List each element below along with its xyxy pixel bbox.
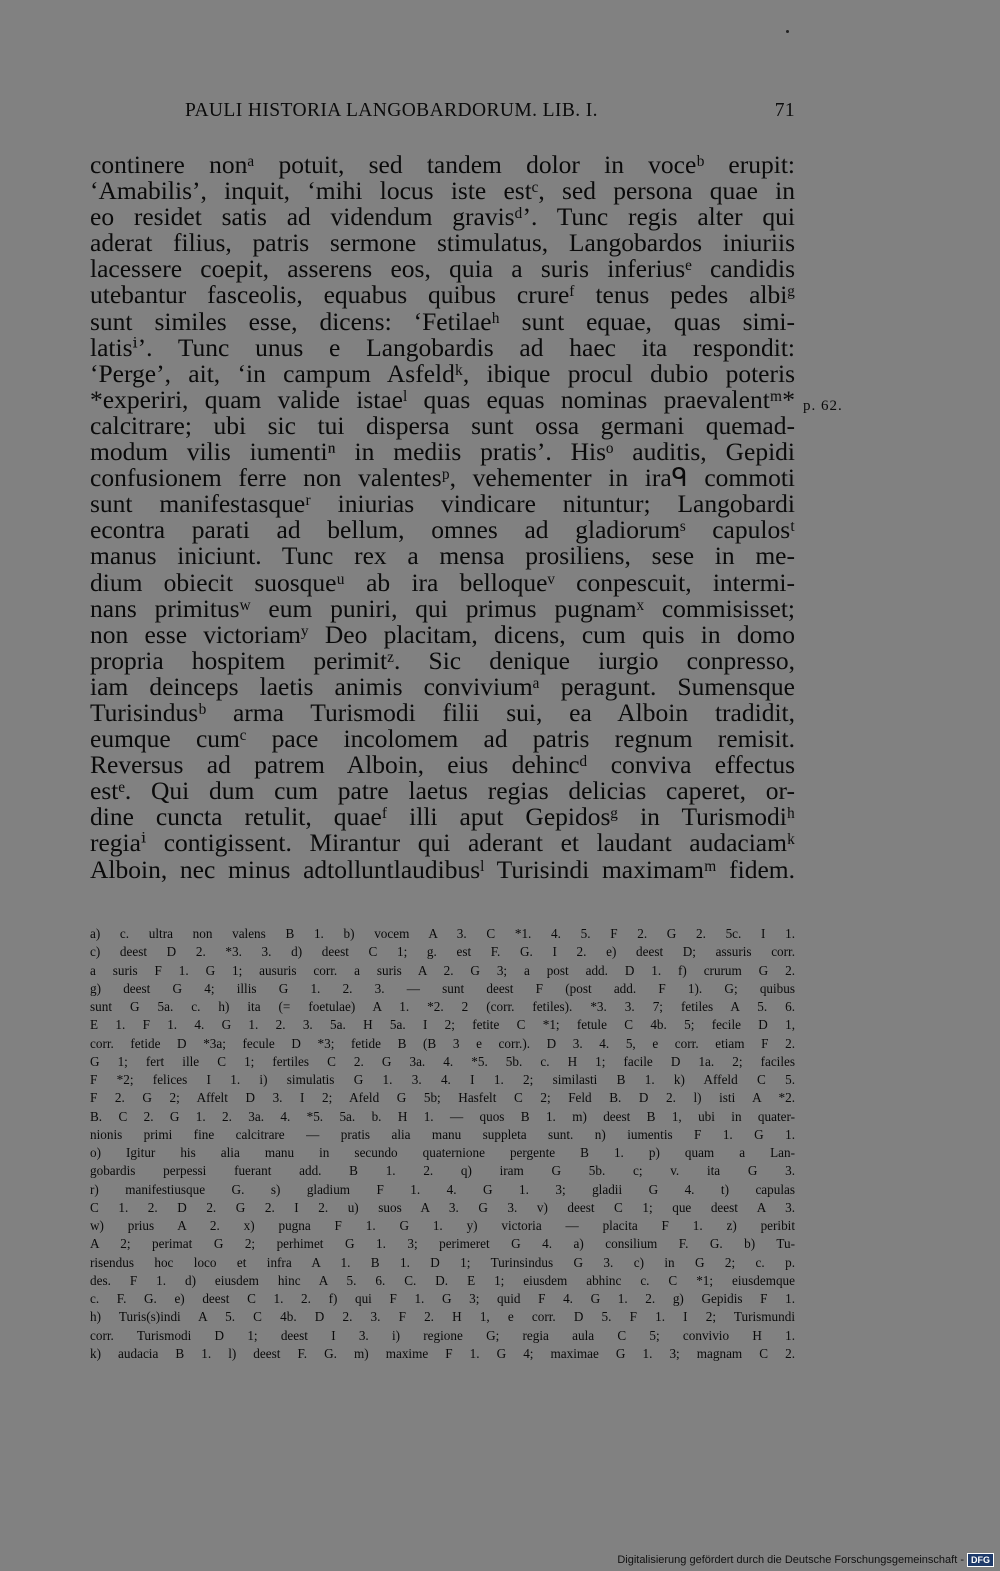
apparatus-line: B. C 2. G 1. 2. 3a. 4. *5. 5a. b. H 1. — quos B 1. m) deest B 1, ubi in quater- <box>90 1108 795 1124</box>
text-line: latisⁱ’. Tunc unus e Langobardis ad haec ita respondit: <box>90 332 795 362</box>
text-line: dine cuncta retulit, quaeᶠ illi aput Gepidosᵍ in Turismodiʰ <box>90 802 795 832</box>
apparatus-line: F *2; felices I 1. i) simulatis G 1. 3. 4. I 1. 2; similasti B 1. k) Affeld C 5. <box>90 1072 795 1087</box>
text-line: manus iniciunt. Tunc rex a mensa prosiliens, sese in me- <box>90 541 795 571</box>
footer-credit: Digitalisierung gefördert durch die Deutsche Forschungsgemeinschaft - <box>617 1554 964 1566</box>
text-line: iam deinceps laetis animis conviviumᵃ peragunt. Sumensque <box>90 671 795 701</box>
page-number: 71 <box>774 100 795 121</box>
apparatus-line: h) Turis(s)indi A 5. C 4b. D 2. 3. F 2. H 1, e corr. D 5. F 1. I 2; Turismundi <box>90 1309 795 1325</box>
apparatus-line: a suris F 1. G 1; ausuris corr. a suris A 2. G 3; a post add. D 1. f) crurum G 2. <box>90 962 795 978</box>
text-line: regiaⁱ contigissent. Mirantur qui aderant et laudant audaciamᵏ <box>90 828 795 858</box>
text-line: ‘Amabilis’, inquit, ‘mihi locus iste estᶜ, sed persona quae in <box>90 176 795 206</box>
apparatus-line: c) deest D 2. *3. 3. d) deest C 1; g. est F. G. I 2. e) deest D; assuris corr. <box>90 944 795 960</box>
text-line: Turisindusᵇ arma Turismodi filii sui, ea Alboin tradidit, <box>90 697 795 727</box>
text-line: sunt manifestasqueʳ iniurias vindicare nituntur; Langobardi <box>90 489 795 519</box>
text-line: modum vilis iumentiⁿ in mediis pratis’. Hisᵒ auditis, Gepidi <box>90 437 795 467</box>
apparatus-line: o) Igitur his alia manu in secundo quaternione pergente B 1. p) quam a Lan- <box>90 1145 795 1160</box>
running-head-title: PAULI HISTORIA LANGOBARDORUM. LIB. I. <box>185 100 598 121</box>
text-line: confusionem ferre non valentesᵖ, vehementer in iraᑫ commoti <box>90 463 795 493</box>
apparatus-line: risendus hoc loco et infra A 1. B 1. D 1; Turinsindus G 3. c) in G 2; c. p. <box>90 1254 795 1270</box>
scan-speck <box>786 30 789 33</box>
apparatus-line: nionis primi fine calcitrare — pratis alia manu suppleta sunt. n) iumentis F 1. G 1. <box>90 1126 795 1142</box>
margin-page-reference: p. 62. <box>803 398 843 414</box>
text-line: Alboin, nec minus adtolluntlaudibusˡ Turisindi maximamᵐ fidem. <box>90 854 795 884</box>
apparatus-line: G 1; fert ille C 1; fertiles C 2. G 3a. 4. *5. 5b. c. H 1; facile D 1a. 2; faciles <box>90 1053 795 1069</box>
main-text-block <box>90 152 795 883</box>
text-line: utebantur fasceolis, equabus quibus crureᶠ tenus pedes albiᵍ <box>90 280 795 310</box>
text-line: estᵉ. Qui dum cum patre laetus regias delicias caperet, or- <box>90 776 795 806</box>
text-line: sunt similes esse, dicens: ‘Fetilaeʰ sunt equae, quas simi- <box>90 306 795 336</box>
apparatus-line: a) c. ultra non valens B 1. b) vocem A 3. C *1. 4. 5. F 2. G 2. 5c. I 1. <box>90 926 795 941</box>
apparatus-line: corr. Turismodi D 1; deest I 3. i) regione G; regia aula C 5; convivio H 1. <box>90 1327 795 1343</box>
text-line: propria hospitem perimitᶻ. Sic denique iurgio conpresso, <box>90 645 795 675</box>
apparatus-line: k) audacia B 1. l) deest F. G. m) maxime F 1. G 4; maximae G 1. 3; magnam C 2. <box>90 1345 795 1361</box>
critical-apparatus <box>90 925 795 1363</box>
apparatus-line: c. F. G. e) deest C 1. 2. f) qui F 1. G 3; quid F 4. G 1. 2. g) Gepidis F 1. <box>90 1291 795 1306</box>
text-line: eumque cumᶜ pace incolomem ad patris regnum remisit. <box>90 724 795 754</box>
text-line: eo residet satis ad videndum gravisᵈ’. Tunc regis alter qui <box>90 202 795 232</box>
running-head <box>90 100 795 128</box>
text-line: calcitrare; ubi sic tui dispersa sunt ossa germani quemad- <box>90 410 795 440</box>
text-line: lacessere coepit, asserens eos, quia a suris inferiusᵉ candidis <box>90 254 795 284</box>
text-line: non esse victoriamʸ Deo placitam, dicens, cum quis in domo <box>90 619 795 649</box>
text-line: dium obiecit suosqueᵘ ab ira belloqueᵛ conpescuit, intermi- <box>90 567 795 597</box>
apparatus-line: des. F 1. d) eiusdem hinc A 5. 6. C. D. E 1; eiusdem abhinc c. C *1; eiusdemque <box>90 1272 795 1288</box>
text-line: nans primitusʷ eum puniri, qui primus pugnamˣ commisisset; <box>90 593 795 623</box>
text-line: Reversus ad patrem Alboin, eius dehincᵈ conviva effectus <box>90 750 795 780</box>
dfg-logo: DFG <box>967 1553 994 1567</box>
apparatus-line: sunt G 5a. c. h) ita (= foetulae) A 1. *2. 2 (corr. fetiles). *3. 3. 7; fetiles A 5. 6. <box>90 999 795 1014</box>
apparatus-line: r) manifestiusque G. s) gladium F 1. 4. G 1. 3; gladii G 4. t) capulas <box>90 1181 795 1197</box>
digitization-footer <box>617 1553 994 1567</box>
apparatus-line: A 2; perimat G 2; perhimet G 1. 3; perimeret G 4. a) consilium F. G. b) Tu- <box>90 1236 795 1252</box>
apparatus-line: gobardis perpessi fuerant add. B 1. 2. q) iram G 5b. c; v. ita G 3. <box>90 1163 795 1179</box>
text-line: ‘Perge’, ait, ‘in campum Asfeldᵏ, ibique procul dubio poteris <box>90 358 795 388</box>
apparatus-line: w) prius A 2. x) pugna F 1. G 1. y) victoria — placita F 1. z) peribit <box>90 1218 795 1233</box>
text-line: econtra parati ad bellum, omnes ad gladiorumˢ capulosᵗ <box>90 515 795 545</box>
apparatus-line: F 2. G 2; Affelt D 3. I 2; Afeld G 5b; Hasfelt C 2; Feld B. D 2. l) isti A *2. <box>90 1090 795 1106</box>
apparatus-line: C 1. 2. D 2. G 2. I 2. u) suos A 3. G 3. v) deest C 1; que deest A 3. <box>90 1199 795 1215</box>
text-line: continere nonᵃ potuit, sed tandem dolor in voceᵇ erupit: <box>90 150 795 179</box>
text-line: aderat filius, patris sermone stimulatus, Langobardos iniuriis <box>90 228 795 258</box>
apparatus-line: corr. fetide D *3a; fecule D *3; fetide B (B 3 e corr.). D 3. 4. 5, e corr. etiam F 2. <box>90 1035 795 1051</box>
text-line: *experiri, quam valide istaeˡ quas equas nominas praevalentᵐ* <box>90 384 795 414</box>
apparatus-line: E 1. F 1. 4. G 1. 2. 3. 5a. H 5a. I 2; fetite C *1; fetule C 4b. 5; fecile D 1, <box>90 1017 795 1033</box>
apparatus-line: g) deest G 4; illis G 1. 2. 3. — sunt deest F (post add. F 1). G; quibus <box>90 980 795 996</box>
